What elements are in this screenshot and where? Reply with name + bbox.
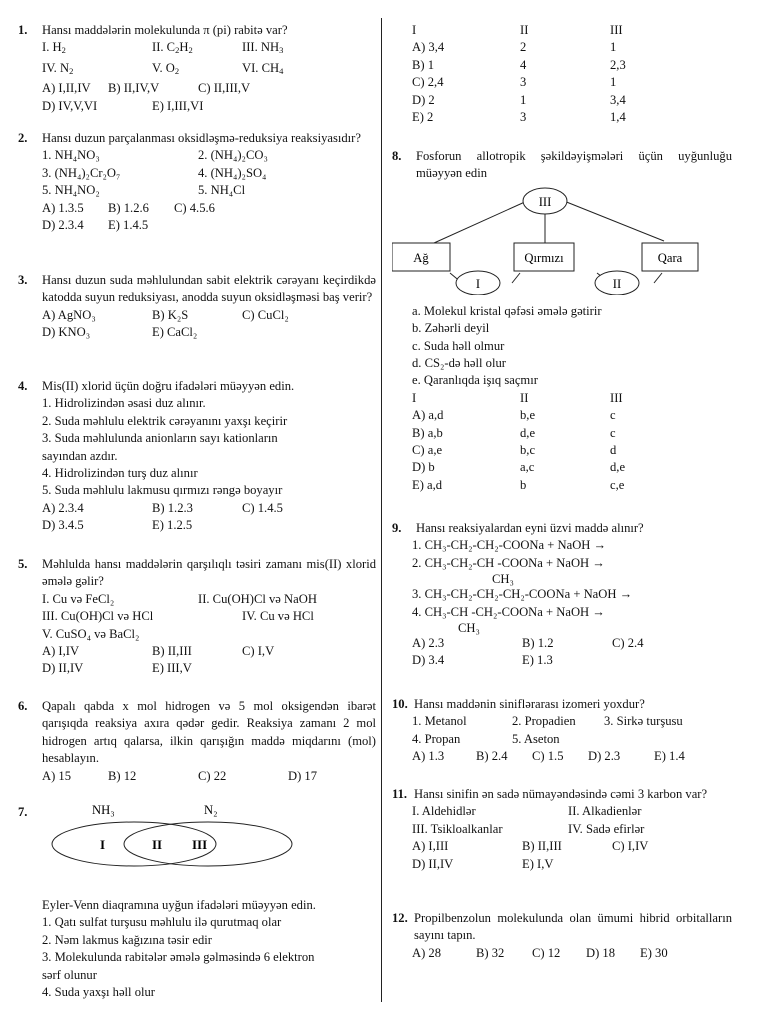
header-ii: II xyxy=(520,390,529,405)
answer-d[interactable]: D) 2.3 xyxy=(588,749,621,764)
question-12 xyxy=(392,910,732,962)
question-11 xyxy=(392,786,732,873)
table-cell: B) 1 xyxy=(412,57,435,72)
venn-label-right: N₂ xyxy=(204,803,218,817)
table-cell: 3 xyxy=(520,109,527,124)
option-v: V. O2 xyxy=(152,60,180,76)
option-i: I. H2 xyxy=(42,40,66,56)
option-i: I. Aldehidlər xyxy=(412,804,476,819)
answers-row xyxy=(18,217,376,234)
header-i: I xyxy=(412,23,417,37)
table-cell: d xyxy=(610,443,617,458)
option-3: 3. Sirkə turşusu xyxy=(604,714,683,729)
statement-3: 3. Molekulunda rabitələr əmələ gəlməsində 6 elektron xyxy=(42,950,315,965)
answer-row-d[interactable] xyxy=(412,459,732,476)
answer-b[interactable]: B) 12 xyxy=(108,768,137,783)
answer-e[interactable]: E) 1.4.5 xyxy=(108,218,149,233)
statement-e: e. Qaranlıqda işıq saçmır xyxy=(412,373,538,388)
answer-c[interactable]: C) 22 xyxy=(198,768,227,783)
answers-row xyxy=(392,635,732,652)
answer-b[interactable]: B) 1.2 xyxy=(522,636,554,651)
answers-row xyxy=(18,517,376,534)
statement-1: 1. Qatı sulfat turşusu məhlulu ilə qurutmaq olar xyxy=(42,915,282,930)
option-2: 2. (NH₄)₂CO₃ xyxy=(198,148,268,163)
answer-d[interactable]: D) 3.4.5 xyxy=(42,518,84,533)
statement-b: b. Zəhərli deyil xyxy=(412,321,490,336)
answer-c[interactable]: C) 4.5.6 xyxy=(174,200,215,215)
option-vi: VI. CH4 xyxy=(242,60,284,76)
question-text: Fosforun allotropik şəkildəyişmələri üçün uyğunluğu müəyyən edin xyxy=(416,149,732,181)
options-row xyxy=(18,165,376,182)
question-text: Eyler-Venn diaqramına uyğun ifadələri müəyyən edin. xyxy=(42,898,316,912)
answer-b[interactable]: B) II,III xyxy=(152,644,192,659)
question-text: Hansı maddələrin molekulunda π (pi) rabitə var? xyxy=(42,23,288,37)
answer-row-c[interactable] xyxy=(412,74,752,91)
statement-3-cont: sərf olunur xyxy=(42,967,97,982)
question-number: 3. xyxy=(18,273,28,287)
box-qara-label: Qara xyxy=(657,250,683,265)
option-ii: II. C2H2 xyxy=(152,40,193,56)
answer-row-d[interactable] xyxy=(412,92,752,109)
answer-row-a[interactable] xyxy=(412,407,732,424)
venn-region-iii: III xyxy=(192,837,208,852)
answer-e[interactable]: E) 1.3 xyxy=(522,653,553,668)
answer-d[interactable]: D) IV,V,VI xyxy=(42,98,98,113)
question-number: 1. xyxy=(18,23,28,37)
answer-b[interactable]: B) 1.2.6 xyxy=(108,200,149,215)
answers-row xyxy=(392,856,732,873)
question-5 xyxy=(18,556,376,678)
header-ii: II xyxy=(520,23,529,37)
venn-ellipse-right xyxy=(124,822,292,866)
reaction-3: 3. CH₃-CH₂-CH₂-CH₂-COONa + NaOH → xyxy=(412,587,633,602)
box-qirmizi-label: Qırmızı xyxy=(524,250,564,265)
options-row xyxy=(392,731,732,748)
options-row xyxy=(18,147,376,164)
table-cell: 1 xyxy=(610,75,617,90)
option-5: 5. Aseton xyxy=(512,731,560,746)
options-row xyxy=(18,39,376,59)
question-number: 5. xyxy=(18,557,28,571)
table-cell: E) a,d xyxy=(412,477,443,492)
connector-line xyxy=(564,201,664,241)
answer-e[interactable]: E) CaCl₂ xyxy=(152,325,198,340)
option-ii: II. Alkadienlər xyxy=(568,804,642,819)
table-cell: c xyxy=(610,408,616,423)
answer-d[interactable]: D) 3.4 xyxy=(412,653,445,668)
answer-a[interactable]: A) I,IV xyxy=(42,644,80,659)
question-8-table xyxy=(392,390,732,494)
header-iii: III xyxy=(610,23,623,37)
question-text: Qapalı qabda x mol hidrogen və 5 mol oksigendən ibarət qarışıqda reaksiya axıra qədər gedir. Reaksiya zamanı 2 mol hidrogen artıq qalarsa, ilkin qarışığın maddə miqdarını (mol) hesablayın. xyxy=(42,699,376,766)
answer-a[interactable]: A) 2.3.4 xyxy=(42,500,84,515)
allotrope-diagram xyxy=(392,183,732,295)
question-number: 4. xyxy=(18,379,28,393)
oval-ii-label: II xyxy=(612,276,622,291)
answer-c[interactable]: C) 1.5 xyxy=(532,749,564,764)
connector-line xyxy=(512,273,520,283)
statement-3: 3. Suda məhlulunda anionların sayı kationların xyxy=(42,431,278,446)
answers-row xyxy=(18,500,376,517)
table-cell: C) a,e xyxy=(412,443,443,458)
venn-region-i: I xyxy=(100,837,106,852)
answer-a[interactable]: A) 1.3 xyxy=(412,749,445,764)
answer-row-b[interactable] xyxy=(412,425,732,442)
answer-e[interactable]: E) III,V xyxy=(152,661,192,676)
statement-2: 2. Suda məhlulu elektrik cərəyanını yaxşı keçirir xyxy=(42,413,288,428)
option-2: 2. Propadien xyxy=(512,714,576,729)
options-row xyxy=(18,626,376,643)
statement-4: 4. Hidrolizindən turş duz alınır xyxy=(42,466,198,481)
question-7 xyxy=(18,803,376,1000)
reaction-1: 1. CH₃-CH₂-CH₂-COONa + NaOH → xyxy=(412,538,607,553)
question-number: 11. xyxy=(392,787,408,801)
statement-1: 1. Hidrolizindən əsasi duz alınır. xyxy=(42,396,206,411)
question-text: Hansı duzun suda məhlulundan sabit elektrik cərəyanı keçirdikdə katodda suyun reduksiyası, anodda suyun oksidləşməsi baş verir? xyxy=(42,273,376,305)
question-text: Hansı maddənin siniflərarası izomeri yoxdur? xyxy=(414,697,645,711)
answer-c[interactable]: C) CuCl₂ xyxy=(242,307,289,322)
table-cell: 3,4 xyxy=(610,92,626,107)
table-cell: d,e xyxy=(610,460,626,475)
question-10 xyxy=(392,696,732,766)
question-number: 8. xyxy=(392,149,402,163)
table-cell: 2,3 xyxy=(610,57,626,72)
table-cell: 1 xyxy=(610,40,617,55)
option-1: 1. Metanol xyxy=(412,714,467,729)
answer-a[interactable]: A) 2.3 xyxy=(412,636,445,651)
answer-d[interactable]: D) 17 xyxy=(288,768,318,783)
table-cell: c,e xyxy=(610,477,625,492)
venn-region-ii: II xyxy=(152,837,163,852)
option-5: 5. NH₄NO₂ xyxy=(42,183,100,198)
answer-c[interactable]: C) 1.4.5 xyxy=(242,500,283,515)
header-i: I xyxy=(412,390,417,405)
answer-a[interactable]: A) 15 xyxy=(42,768,72,783)
answers-row xyxy=(18,768,376,785)
option-ii: II. Cu(OH)Cl və NaOH xyxy=(198,591,317,606)
answer-c[interactable]: C) I,V xyxy=(242,644,275,659)
answer-a[interactable]: A) 1.3.5 xyxy=(42,200,84,215)
reaction-4-branch: CH₃ xyxy=(458,621,480,636)
question-number: 2. xyxy=(18,131,28,145)
connector-line xyxy=(654,273,662,283)
connector-line xyxy=(434,201,527,243)
table-header xyxy=(412,390,732,407)
table-cell: b xyxy=(520,477,527,492)
answer-row-e[interactable] xyxy=(412,477,732,494)
oval-iii-label: III xyxy=(538,194,552,209)
table-cell: D) b xyxy=(412,460,435,475)
option-iii: III. NH3 xyxy=(242,40,284,56)
options-row xyxy=(18,591,376,608)
statement-c: c. Suda həll olmur xyxy=(412,338,505,353)
table-cell: D) 2 xyxy=(412,92,435,107)
answer-row-e[interactable] xyxy=(412,109,752,126)
table-cell: 4 xyxy=(520,57,527,72)
answer-d[interactable]: D) II,IV xyxy=(42,661,84,676)
reaction-2: 2. CH₃-CH₂-CH -COONa + NaOH → xyxy=(412,555,605,570)
question-number: 7. xyxy=(18,805,28,819)
option-4: 4. Propan xyxy=(412,731,461,746)
answers-row xyxy=(18,643,376,660)
answer-a[interactable]: A) I,II,IV xyxy=(42,81,91,96)
table-cell: B) a,b xyxy=(412,425,443,440)
answer-a[interactable]: A) AgNO₃ xyxy=(42,307,96,322)
table-cell: A) a,d xyxy=(412,408,444,423)
question-2 xyxy=(18,130,376,234)
options-row xyxy=(18,608,376,625)
table-cell: 3 xyxy=(520,75,527,90)
options-row xyxy=(18,182,376,199)
question-number: 12. xyxy=(392,911,408,925)
question-text: Hansı reaksiyalardan eyni üzvi maddə alınır? xyxy=(416,521,644,535)
option-iv: IV. N2 xyxy=(42,60,74,76)
answer-row-a[interactable] xyxy=(412,39,752,56)
option-6: 5. NH₄Cl xyxy=(198,183,246,198)
answers-row xyxy=(392,945,732,962)
answer-e[interactable]: E) 1.4 xyxy=(654,749,685,764)
answer-b[interactable]: B) 32 xyxy=(476,945,505,960)
question-number: 6. xyxy=(18,699,28,713)
answer-e[interactable]: E) 1.2.5 xyxy=(152,518,193,533)
option-i: I. Cu və FeCl₂ xyxy=(42,591,115,606)
answers-row xyxy=(18,324,376,341)
answer-row-c[interactable] xyxy=(412,442,732,459)
option-iii: III. Tsikloalkanlar xyxy=(412,821,503,836)
table-cell: a,c xyxy=(520,460,535,475)
answer-e[interactable]: E) 30 xyxy=(640,945,668,960)
answer-c[interactable]: C) II,III,V xyxy=(198,81,251,96)
reaction-2-branch: CH₃ xyxy=(492,572,514,587)
answer-b[interactable]: B) 1.2.3 xyxy=(152,500,193,515)
answers-row xyxy=(18,80,376,97)
question-number: 9. xyxy=(392,521,402,535)
oval-i-label: I xyxy=(475,276,481,291)
option-v: V. CuSO₄ və BaCl₂ xyxy=(42,626,140,641)
venn-label-left: NH₃ xyxy=(92,803,115,817)
question-4 xyxy=(18,378,376,535)
table-cell: 1,4 xyxy=(610,109,626,124)
question-7-table xyxy=(392,22,752,126)
box-ag-label: Ağ xyxy=(413,250,429,265)
statement-d: d. CS₂-də həll olur xyxy=(412,356,506,371)
answers-row xyxy=(18,200,376,217)
option-1: 1. NH₄NO₃ xyxy=(42,148,100,163)
question-text: Hansı duzun parçalanması oksidləşmə-reduksiya reaksiyasıdır? xyxy=(42,131,361,145)
header-iii: III xyxy=(610,390,623,405)
question-6 xyxy=(18,698,376,785)
table-cell: A) 3,4 xyxy=(412,40,445,55)
question-text: Propilbenzolun molekulunda olan ümumi hibrid orbitalların sayını tapın. xyxy=(414,911,732,943)
statement-a: a. Molekul kristal qəfəsi əmələ gətirir xyxy=(412,303,602,318)
table-cell: b,c xyxy=(520,443,536,458)
statement-3-cont: sayından azdır. xyxy=(42,448,118,463)
answer-c[interactable]: C) I,IV xyxy=(612,839,649,854)
answers-row xyxy=(392,838,732,855)
table-cell: 1 xyxy=(520,92,527,107)
answer-b[interactable]: B) 2.4 xyxy=(476,749,508,764)
answer-b[interactable]: B) II,III xyxy=(522,839,562,854)
answer-b[interactable]: B) K₂S xyxy=(152,307,189,322)
answer-b[interactable]: B) II,IV,V xyxy=(108,81,160,96)
table-cell: C) 2,4 xyxy=(412,75,444,90)
question-8 xyxy=(392,148,732,494)
answer-c[interactable]: C) 12 xyxy=(532,945,561,960)
options-row xyxy=(18,60,376,80)
answer-d[interactable]: D) II,IV xyxy=(412,856,454,871)
question-text: Mis(II) xlorid üçün doğru ifadələri müəyyən edin. xyxy=(42,379,295,393)
question-text: Məhlulda hansı maddələrin qarşılıqlı təsiri zamanı mis(II) xlorid əmələ gəlir? xyxy=(42,557,376,589)
question-9 xyxy=(392,520,732,670)
question-1 xyxy=(18,22,376,115)
answer-d[interactable]: D) 2.3.4 xyxy=(42,218,84,233)
option-iv: IV. Cu və HCl xyxy=(242,609,314,624)
question-3 xyxy=(18,272,376,342)
statement-4: 4. Suda yaxşı həll olur xyxy=(42,985,155,1000)
table-cell: E) 2 xyxy=(412,109,434,124)
answers-row xyxy=(18,98,376,115)
answers-row xyxy=(392,652,732,669)
answers-row xyxy=(18,660,376,677)
answers-row xyxy=(392,748,732,765)
answer-a[interactable]: A) 28 xyxy=(412,945,442,960)
answer-e[interactable]: E) I,III,VI xyxy=(152,98,204,113)
table-cell: 2 xyxy=(520,40,527,55)
answers-row xyxy=(18,307,376,324)
option-4: 4. (NH₄)₂SO₄ xyxy=(198,165,267,180)
statement-5: 5. Suda məhlulu lakmusu qırmızı rəngə boyayır xyxy=(42,483,283,498)
reaction-4: 4. CH₃-CH -CH₂-COONa + NaOH → xyxy=(412,604,605,619)
option-iii: III. Cu(OH)Cl və HCl xyxy=(42,609,154,624)
question-number: 10. xyxy=(392,697,408,711)
table-cell: b,e xyxy=(520,408,536,423)
options-row xyxy=(392,821,732,838)
table-header xyxy=(412,22,752,39)
answer-a[interactable]: A) I,III xyxy=(412,839,449,854)
statement-2: 2. Nəm lakmus kağızına təsir edir xyxy=(42,932,212,947)
answer-row-b[interactable] xyxy=(412,57,752,74)
answer-d[interactable]: D) KNO₃ xyxy=(42,325,91,340)
options-row xyxy=(392,803,732,820)
option-3: 3. (NH₄)₂Cr₂O₇ xyxy=(42,165,121,180)
question-text: Hansı sinifin ən sadə nümayəndəsində cəmi 3 karbon var? xyxy=(414,787,708,801)
answer-e[interactable]: E) I,V xyxy=(522,856,554,871)
venn-diagram xyxy=(42,798,382,868)
table-cell: c xyxy=(610,425,616,440)
answer-d[interactable]: D) 18 xyxy=(586,945,616,960)
options-row xyxy=(392,713,732,730)
option-iv: IV. Sadə efirlər xyxy=(568,821,645,836)
answer-c[interactable]: C) 2.4 xyxy=(612,636,644,651)
table-cell: d,e xyxy=(520,425,536,440)
